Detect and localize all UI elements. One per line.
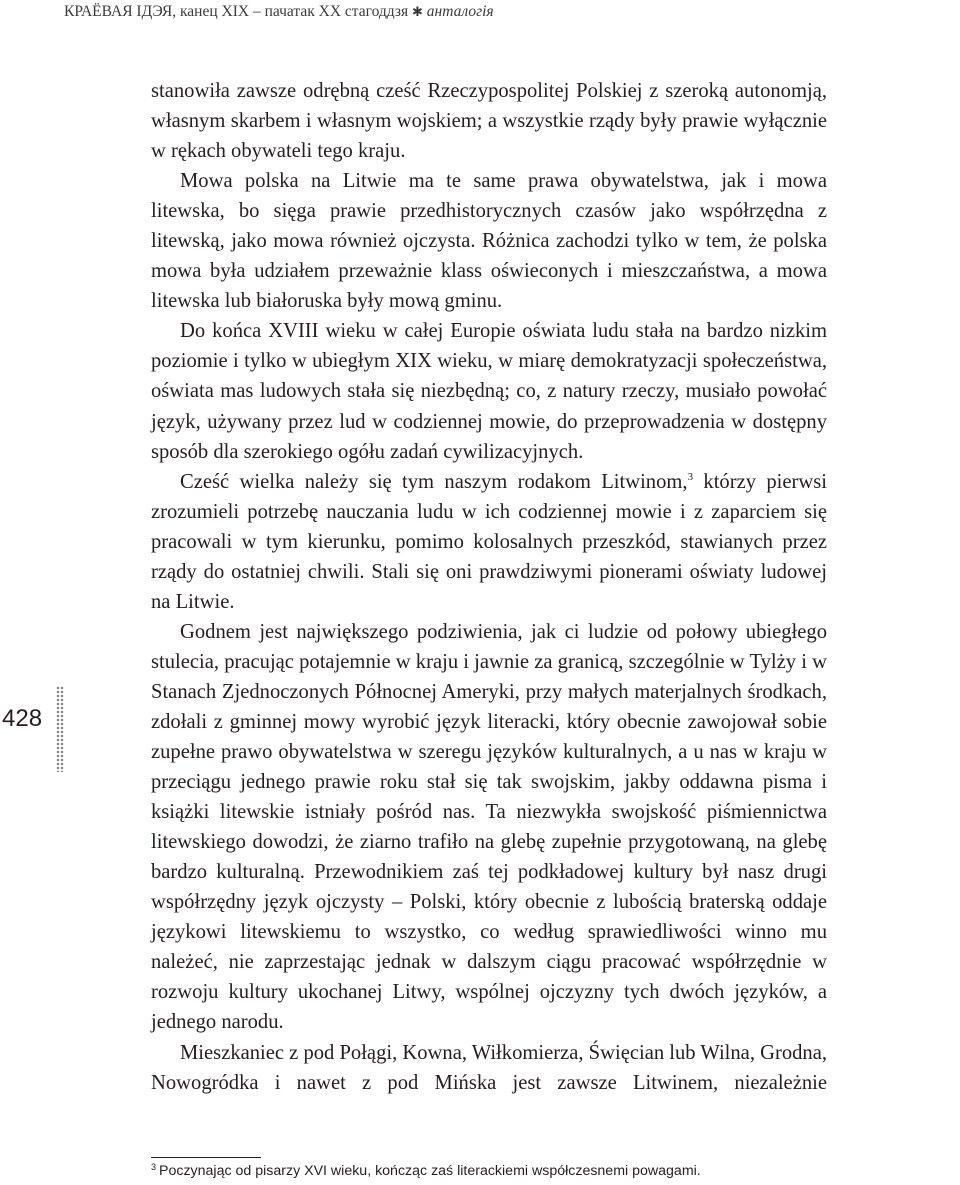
footnote-reference[interactable]: 3 — [687, 470, 694, 483]
page-number: 428 — [2, 705, 43, 732]
paragraph-4 — [151, 467, 827, 617]
paragraph-5: Godnem jest największego podziwienia, jak ci ludzie od połowy ubiegłego stulecia, pracując potajemnie w kraju i jawnie za granicą, szczególnie w Tylży i w Stanach Zjednoczonych Północnej Ameryki, przy małych materjalnych środkach, zdołali z gminnej mowy wyrobić język literacki, który obecnie zawojował sobie zupełne prawo obywatelstwa w szeregu języków kulturalnych, a u nas w kraju w przeciągu jednego prawie roku stał się tak swojskim, jakby oddawna pisma i książki litewskie istniały pośród nas. Ta niezwykła swojskość piśmiennictwa litewskiego dowodzi, że ziarno trafiło na glebę zupełnie przygotowaną, na glebę bardzo kulturalną. Przewodnikiem zaś tej podkładowej kultury był nasz drugi współrzędny język ojczysty – Polski, który obecnie z lubością braterską oddaje językowi litewskiemu to wszystko, co według sprawiedliwości winno mu należeć, nie zaprzestając jednak w dalszym ciągu pracować współrzędnie w rozwoju kultury ukochanej Litwy, wspólnej ojczyzny tych dwóch języków, a jednego narodu. — [151, 620, 827, 1034]
footnote-number: 3 — [151, 1162, 157, 1172]
running-header — [64, 3, 494, 21]
body-text — [151, 76, 827, 1098]
footnote — [151, 1162, 701, 1179]
paragraph-6: Mieszkaniec z pod Połągi, Kowna, Wiłkomierza, Święcian lub Wilna, Grodna, Nowogródka i nawet z pod Mińska jest zawsze Litwinem, niezależnie — [151, 1041, 827, 1094]
header-section: анталогія — [426, 3, 494, 20]
paragraph-2: Mowa polska na Litwie ma te same prawa obywatelstwa, jak i mowa litewska, bo sięga prawie przedhistorycznych czasów jako współrzędna z litewską, jako mowa również ojczysta. Różnica zachodzi tylko w tem, że polska mowa była udziałem przeważnie klass oświeconych i mieszczaństwa, a mowa litewska lub białoruska były mową gminu. — [151, 170, 827, 313]
paragraph-4-end: którzy pierwsi zrozumieli potrzebę nauczania ludu w ich codziennej mowie i z zaparciem się pracowali w tym kierunku, pomimo kolosalnych przeszkód, stawianych przez rządy do ostatniej chwili. Stali się oni prawdziwymi pionerami oświaty ludowej na Litwie. — [151, 470, 827, 613]
margin-dot-ornament — [56, 686, 64, 772]
paragraph-1: stanowiła zawsze odrębną cześć Rzeczypospolitej Polskiej z szeroką autonomją, własnym skarbem i własnym wojskiem; a wszystkie rządy były prawie wyłącznie w rękach obywateli tego kraju. — [151, 80, 827, 163]
header-title: КРАЁВАЯ ІДЭЯ, канец XIX – пачатак XX стагоддзя — [64, 3, 409, 20]
header-separator-icon: ✱ — [412, 4, 423, 19]
footnote-divider — [151, 1157, 261, 1158]
paragraph-4-start: Cześć wielka należy się tym naszym rodakom Litwinom, — [180, 470, 688, 493]
footnote-text: Poczynając od pisarzy XVI wieku, kończąc zaś literackiemi współczesnemi powagami. — [159, 1162, 701, 1179]
paragraph-3: Do końca XVIII wieku w całej Europie oświata ludu stała na bardzo nizkim poziomie i tylko w ubiegłym XIX wieku, w miarę demokratyzacji społeczeństwa, oświata mas ludowych stała się niezbędną; co, z natury rzeczy, musiało powołać język, używany przez lud w codziennej mowie, do przeprowadzenia w dostępny sposób dla szerokiego ogółu zadań cywilizacyjnych. — [151, 320, 827, 463]
